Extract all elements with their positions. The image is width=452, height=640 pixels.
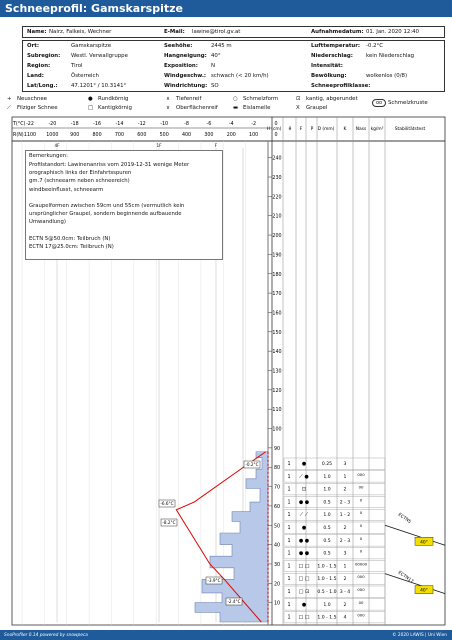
- meta-value: 2445 m: [211, 43, 232, 49]
- meta-value: Westl. Verwallgruppe: [71, 53, 128, 59]
- layer-grain-icon: ●: [301, 525, 307, 531]
- layer-k: 3 - 4: [339, 590, 351, 595]
- layer-k: 2: [343, 487, 347, 493]
- rn-tick-label: 0: [274, 133, 278, 138]
- layer-row: [284, 599, 385, 610]
- meta-value: wolkenlos (0/8): [366, 73, 408, 79]
- meta-value: SO: [211, 83, 219, 89]
- remark-line: windbeeinflusst, schneearm: [29, 186, 104, 193]
- meta-label: Exposition:: [164, 63, 198, 69]
- meta-label: Ort:: [27, 43, 39, 49]
- layer-f: 1: [287, 615, 291, 621]
- meta-label: Land:: [27, 73, 44, 79]
- layer-grain-icon: ● ●: [298, 499, 310, 506]
- kg-header: kg/m³: [370, 127, 384, 132]
- d-header: D (mm): [317, 127, 335, 132]
- rn-tick-label: 400: [181, 133, 192, 138]
- temp-tick-label: -8: [184, 122, 189, 127]
- remark-line: Graupelformen zwischen 59cm und 55cm (vermutlich kein: [29, 203, 185, 209]
- temp-tick-label: -10: [160, 122, 169, 127]
- layer-grain-icon: □ □: [298, 563, 310, 570]
- layer-d: 1.0 - 1.5: [317, 564, 337, 570]
- height-tick-label: 100: [272, 427, 282, 433]
- layer-nass: 000: [357, 574, 365, 580]
- height-tick-label: 200: [272, 234, 282, 240]
- layer-d: 0.5: [323, 500, 331, 506]
- layer-nass: 00: [358, 484, 364, 490]
- layer-k: 3: [343, 551, 347, 557]
- layer-d: 1.0: [323, 513, 331, 519]
- hardness-profile: [195, 452, 268, 622]
- meta-value: 40°: [211, 53, 221, 59]
- rn-tick-label: 800: [92, 133, 102, 138]
- rn-tick-label: 100: [249, 133, 259, 138]
- schmelzkruste-icon: oo: [372, 99, 386, 107]
- remark-line: ursprünglicher Graupel, sondern beginnende aufbauende: [29, 211, 182, 218]
- meta-label: Hangneigung:: [164, 53, 207, 59]
- meta-label: Niederschlag:: [311, 53, 353, 59]
- meta-label: Lufttemperatur:: [311, 43, 361, 49]
- layer-nass: 0: [359, 548, 363, 554]
- layer-f: 1: [287, 487, 291, 493]
- layer-grain-icon: ● ●: [298, 550, 310, 557]
- layer-f: 1: [287, 577, 291, 583]
- hardness-tick-label: 4F: [54, 143, 60, 148]
- k-header: K: [343, 127, 347, 132]
- layer-k: 2: [343, 577, 347, 583]
- meta-value: -0.2°C: [366, 43, 383, 49]
- legend-label: kantig, abgerundet: [306, 96, 358, 102]
- stability-angle: 40°: [420, 588, 428, 594]
- layer-d: 0.25: [321, 462, 333, 467]
- layer-d: 0.5: [323, 538, 331, 544]
- height-tick-label: 80: [273, 466, 281, 472]
- layer-d: 0.5: [323, 526, 331, 531]
- height-tick-label: 160: [272, 311, 282, 317]
- meta-value: Tirol: [71, 63, 83, 69]
- layer-nass: 0: [359, 535, 363, 541]
- layer-grain-icon: ● ●: [298, 537, 310, 544]
- layer-d: 1.0: [323, 602, 331, 608]
- hardness-tick-label: F: [214, 143, 218, 148]
- legend-symbol-icon: ⊡: [296, 96, 301, 102]
- meta-label: Subregion:: [27, 53, 61, 59]
- footer-bar: [0, 630, 452, 640]
- layer-f: 1: [287, 500, 291, 506]
- temp-tick-label: -12: [137, 122, 146, 127]
- temp-label: -2.4°C: [227, 599, 241, 604]
- nass-header: Nass: [355, 127, 367, 132]
- layer-grain-icon: ⟋ ●: [299, 473, 309, 480]
- layer-d: 1.0: [323, 487, 331, 493]
- legend-symbol-icon: +: [7, 96, 12, 102]
- meta-label: Lat/Long.:: [27, 83, 58, 89]
- height-tick-label: 180: [272, 272, 282, 278]
- remark-line: ECTN 17@25.0cm: Teilbruch (N): [29, 244, 114, 250]
- legend-label: Schmelzform: [243, 96, 279, 102]
- stability-label: ECTN5: [396, 512, 412, 526]
- remark-line: Profilstandort: Lawinenanriss vom 2019-12-31 wenige Meter: [29, 162, 190, 168]
- legend-symbol-icon: Ⅹ: [296, 105, 300, 111]
- layer-k: 2: [343, 526, 347, 531]
- remark-line: ECTN 5@50.0cm: Teilbruch (N): [29, 235, 111, 242]
- meta-value: schwach (< 20 km/h): [211, 73, 269, 79]
- height-tick-label: 140: [272, 350, 282, 356]
- layer-nass: 00: [358, 599, 364, 605]
- layer-d: 1.0: [323, 474, 331, 480]
- rn-axis-label: R(N): [13, 133, 24, 138]
- remark-line: gm.7 (schneearm neben schneereich): [29, 178, 130, 185]
- layer-grain-icon: ●: [301, 601, 307, 608]
- layer-row: [284, 484, 385, 495]
- height-tick-label: 20: [273, 582, 281, 588]
- height-tick-label: 60: [273, 504, 281, 510]
- layer-f: 1: [287, 551, 291, 557]
- temp-tick-label: -6: [206, 122, 212, 127]
- layer-grain-icon: □ □: [298, 576, 310, 583]
- legend-symbol-icon: ∨: [166, 105, 170, 111]
- layer-f: 1: [287, 590, 291, 595]
- legend-symbol-icon: ○: [233, 96, 238, 102]
- layer-grain-icon: ⊡: [301, 486, 307, 493]
- meta-value: kein Niederschlag: [366, 53, 415, 59]
- layer-d: 1.0 - 1.5: [317, 577, 337, 583]
- temp-label: -8.2°C: [162, 520, 176, 525]
- footer-right: © 2020 LAWIS | Uni Wien: [392, 632, 447, 638]
- layer-d: 0.5: [323, 551, 331, 557]
- theta-header: θ: [288, 127, 292, 132]
- rn-tick-label: 200: [226, 133, 236, 138]
- height-tick-label: 210: [272, 214, 282, 220]
- rn-tick-label: 900: [70, 133, 80, 138]
- layer-nass: 0: [359, 510, 363, 516]
- height-tick-label: 190: [272, 253, 282, 259]
- remark-line: orographisch links der Einfahrtsspuren: [29, 170, 132, 177]
- meta-label: Intensität:: [311, 63, 343, 69]
- layer-grain-icon: ●: [301, 461, 307, 467]
- legend-label: Kantigkörnig: [98, 105, 132, 111]
- legend-label: Graupel: [306, 105, 328, 111]
- legend-symbol-icon: ▬: [233, 105, 239, 111]
- meta-label: Windrichtung:: [164, 83, 208, 89]
- legend-symbol-icon: □: [88, 105, 94, 111]
- footer-left: SnoProfiler 0.14 powered by snowpeca: [4, 632, 88, 638]
- legend-label: Rundkörnig: [98, 96, 129, 102]
- layer-f: 1: [287, 602, 291, 608]
- layer-nass: 000: [357, 612, 365, 618]
- height-tick-label: 110: [272, 408, 282, 414]
- height-tick-label: 130: [272, 369, 282, 375]
- height-header: H (cm): [266, 127, 282, 132]
- height-tick-label: 220: [272, 195, 282, 201]
- legend-label: Neuschnee: [17, 96, 48, 102]
- height-tick-label: 240: [272, 156, 282, 162]
- height-tick-label: 150: [272, 330, 282, 336]
- height-tick-label: 70: [273, 485, 281, 491]
- f-header: F: [299, 127, 303, 132]
- email-label: E-Mail:: [164, 29, 185, 35]
- meta-value: Österreich: [71, 73, 99, 79]
- temp-tick-label: 0: [274, 122, 278, 127]
- layer-k: 2 - 3: [339, 538, 351, 544]
- layer-f: 1: [287, 513, 291, 519]
- stab-header: Stabilitätstest: [394, 127, 426, 132]
- temp-tick-label: -14: [115, 122, 124, 127]
- stability-label: ECTN17: [396, 570, 414, 585]
- layer-f: 1: [287, 474, 291, 480]
- remarks-heading: Bemerkungen:: [29, 153, 68, 159]
- height-tick-label: 50: [273, 524, 281, 530]
- hardness-tick-label: 1F: [156, 143, 162, 148]
- layer-k: 1: [343, 474, 347, 480]
- legend-symbol-icon: ∧: [166, 96, 170, 102]
- temp-tick-label: -16: [93, 122, 102, 127]
- meta-label: Bewölkung:: [311, 73, 347, 79]
- legend-symbol-icon: ●: [88, 96, 93, 102]
- rn-tick-label: 700: [114, 133, 125, 138]
- legend-label: Tiefenreif: [176, 96, 202, 102]
- layer-nass: 000: [357, 587, 365, 592]
- temp-label: -0.2°C: [245, 462, 259, 467]
- page-title: Schneeprofil: Gamskarspitze: [5, 2, 183, 15]
- height-tick-label: 30: [273, 562, 281, 568]
- height-tick-label: 170: [272, 292, 282, 298]
- layer-d: 1.0 - 1.5: [317, 615, 337, 621]
- remarks-box: [25, 150, 223, 260]
- height-tick-label: 40: [273, 543, 281, 549]
- layer-grain-icon: □ ⊡: [298, 589, 310, 595]
- meta-label: Region:: [27, 63, 51, 69]
- height-tick-label: 10: [273, 601, 281, 607]
- meta-label: Windgeschw.:: [164, 73, 207, 79]
- layer-grain-icon: □ □: [298, 614, 310, 621]
- layer-f: 1: [287, 462, 291, 467]
- layer-row: [284, 458, 385, 469]
- temp-label: -3.9°C: [207, 578, 221, 583]
- name-label: Name:: [27, 29, 47, 35]
- temp-tick-label: -20: [48, 122, 57, 127]
- legend-label: Filziger Schnee: [17, 105, 58, 111]
- layer-f: 1: [287, 564, 291, 570]
- date-value: 01. Jan. 2020 12:40: [366, 29, 419, 35]
- layer-k: 3: [343, 462, 347, 467]
- layer-row: [284, 522, 385, 533]
- temp-axis-label: T(°C): [13, 122, 26, 127]
- temp-label: -6.6°C: [160, 501, 174, 506]
- rn-tick-label: 500: [159, 133, 169, 138]
- layer-f: 1: [287, 538, 291, 544]
- height-tick-label: 230: [272, 176, 282, 182]
- temp-tick-label: -22: [26, 122, 34, 127]
- p-header: P: [310, 127, 314, 132]
- layer-k: 1: [343, 564, 347, 570]
- layer-nass: 00000: [354, 561, 368, 567]
- layer-d: 0.5 - 1.0: [317, 590, 337, 595]
- legend-symbol-icon: ⟋: [7, 105, 11, 111]
- date-label: Aufnahmedatum:: [311, 29, 364, 35]
- meta-value: Gamskarspitze: [71, 43, 112, 49]
- rn-tick-label: 300: [204, 133, 214, 138]
- height-tick-label: 120: [272, 388, 282, 394]
- meta-label: Schneeprofilklasse:: [311, 83, 371, 89]
- legend-label: Oberflächenreif: [176, 105, 218, 111]
- layer-k: 1 - 2: [339, 513, 351, 519]
- legend-label: Eislamelle: [243, 105, 271, 111]
- temp-tick-label: -18: [70, 122, 79, 127]
- temp-tick-label: -4: [228, 122, 234, 127]
- remark-line: Umwandlung): [29, 219, 66, 226]
- layer-f: 1: [287, 526, 291, 531]
- layer-nass: 000: [357, 471, 365, 477]
- meta-value: N: [211, 63, 216, 69]
- email-value: lawine@tirol.gv.at: [192, 29, 241, 35]
- layer-nass: 0: [359, 523, 363, 528]
- meta-value: 47.1201° / 10.3141°: [71, 83, 127, 89]
- layer-k: 2 - 3: [339, 500, 351, 506]
- rn-tick-label: 1100: [23, 133, 37, 138]
- layer-k: 2: [343, 602, 347, 608]
- layer-nass: 0: [359, 497, 363, 503]
- temp-tick-label: -2: [251, 122, 257, 127]
- height-tick-label: 90: [273, 446, 281, 452]
- rn-tick-label: 600: [137, 133, 147, 138]
- layer-grain-icon: ⟋ ⟋: [299, 512, 309, 519]
- layer-k: 4: [343, 615, 347, 621]
- stability-angle: 40°: [420, 540, 428, 546]
- rn-tick-label: 1000: [46, 133, 59, 138]
- name-value: Nairz, Falkeis, Wechner: [49, 29, 112, 35]
- meta-label: Seehöhe:: [164, 43, 193, 49]
